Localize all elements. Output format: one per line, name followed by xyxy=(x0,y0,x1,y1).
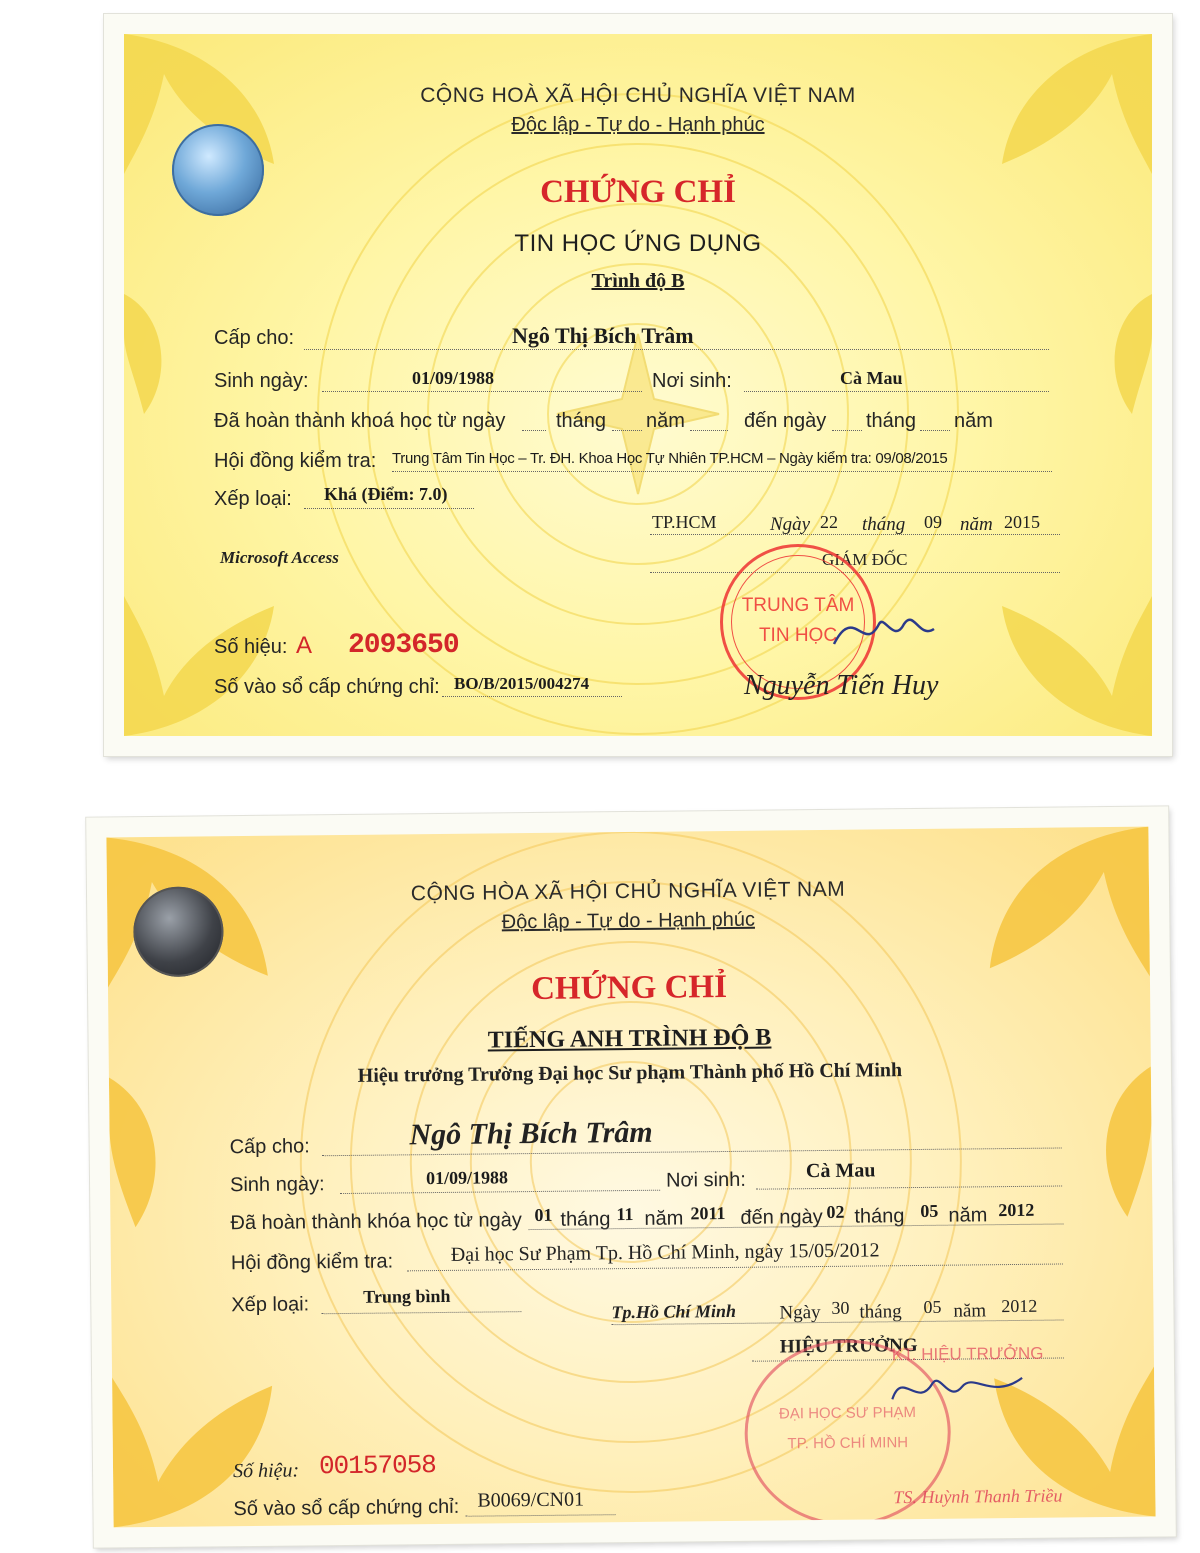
dotted-line xyxy=(304,349,1049,350)
dotted-line xyxy=(442,696,622,697)
dotted-line xyxy=(690,430,728,431)
course-to-label: đến ngày xyxy=(744,410,827,432)
birth-place-label: Nơi sinh: xyxy=(665,1168,746,1192)
national-header: CỘNG HOÀ XÃ HỘI CHỦ NGHĨA VIỆT NAM xyxy=(420,84,856,107)
sign-place: Tp.Hồ Chí Minh xyxy=(611,1300,737,1323)
certificate-heading: CHỨNG CHỈ xyxy=(540,174,736,210)
certificate-title: TIN HỌC ỨNG DỤNG xyxy=(514,230,762,257)
issued-to-label: Cấp cho: xyxy=(229,1135,310,1159)
date-month: 09 xyxy=(924,512,942,532)
from-day: 01 xyxy=(534,1204,553,1226)
course-text: Đã hoàn thành khóa học từ ngày xyxy=(230,1209,522,1235)
birth-place-label: Nơi sinh: xyxy=(652,370,732,392)
course-year2-label: năm xyxy=(948,1204,988,1227)
grade-label: Xếp loại: xyxy=(214,488,292,510)
birth-date: 01/09/1988 xyxy=(412,368,495,388)
signer-name: Nguyễn Tiến Huy xyxy=(744,670,939,701)
exam-board: Đại học Sư Phạm Tp. Hồ Chí Minh, ngày 15/05/2012 xyxy=(450,1239,880,1266)
issuer: Hiệu trưởng Trường Đại học Sư phạm Thành phố Hồ Chí Minh xyxy=(357,1059,903,1087)
date-month-label: tháng xyxy=(859,1301,902,1323)
dotted-line xyxy=(392,471,1052,472)
serial-letter: A xyxy=(296,632,313,659)
register-label: Số vào sổ cấp chứng chỉ: xyxy=(233,1495,460,1521)
dotted-line xyxy=(304,508,474,509)
certificate-title: TIẾNG ANH TRÌNH ĐỘ B xyxy=(487,1024,772,1054)
to-month: 05 xyxy=(920,1200,939,1221)
date-year: 2012 xyxy=(1001,1295,1038,1317)
stamp-line-2: TP. HỒ CHÍ MINH xyxy=(787,1434,909,1453)
birth-date-label: Sinh ngày: xyxy=(214,370,309,392)
holder-name: Ngô Thị Bích Trâm xyxy=(409,1115,653,1152)
stamp-caption: KT. HIỆU TRƯỞNG xyxy=(891,1343,1044,1365)
stamp-line-1: TRUNG TÂM xyxy=(741,595,855,616)
birth-place: Cà Mau xyxy=(840,368,903,388)
signature xyxy=(824,594,944,664)
module-name: Microsoft Access xyxy=(220,548,339,567)
register-number: BO/B/2015/004274 xyxy=(454,674,590,693)
grade: Khá (Điểm: 7.0) xyxy=(324,484,448,504)
to-year: 2012 xyxy=(998,1199,1035,1221)
date-day: 30 xyxy=(831,1297,850,1318)
dotted-line xyxy=(322,391,642,392)
from-year: 2011 xyxy=(690,1203,726,1224)
signature xyxy=(882,1358,1033,1420)
issued-to-label: Cấp cho: xyxy=(214,327,295,349)
serial-number: 2093650 xyxy=(348,630,459,661)
course-month2-label: tháng xyxy=(866,410,917,432)
date-day-label: Ngày xyxy=(770,514,811,535)
dotted-line xyxy=(612,430,642,431)
certificate-english xyxy=(86,806,1176,1547)
national-motto: Độc lập - Tự do - Hạnh phúc xyxy=(511,114,765,136)
dotted-line xyxy=(522,430,546,431)
course-year-label: năm xyxy=(646,410,685,432)
board-label: Hội đồng kiểm tra: xyxy=(230,1250,394,1275)
course-to-label: đến ngày xyxy=(740,1205,823,1229)
course-month-label: tháng xyxy=(560,1208,611,1231)
serial-label: Số hiệu: xyxy=(232,1459,300,1483)
birth-date: 01/09/1988 xyxy=(425,1167,509,1189)
course-year2-label: năm xyxy=(954,410,993,432)
from-month: 11 xyxy=(616,1203,634,1225)
certificate-background xyxy=(106,827,1155,1528)
dotted-line xyxy=(650,534,1060,535)
dotted-line xyxy=(920,430,950,431)
birth-date-label: Sinh ngày: xyxy=(229,1173,325,1197)
course-month-label: tháng xyxy=(556,410,607,432)
signer-name: TS. Huỳnh Thanh Triều xyxy=(893,1485,1063,1508)
signer-title: HIỆU TRƯỞNG xyxy=(779,1335,918,1358)
certificate-informatics xyxy=(104,14,1172,756)
dotted-line xyxy=(832,430,862,431)
birth-place: Cà Mau xyxy=(805,1159,876,1183)
certificate-background xyxy=(124,34,1152,736)
date-year: 2015 xyxy=(1004,512,1040,532)
signer-title: GIÁM ĐỐC xyxy=(822,550,908,569)
serial-number: 00157058 xyxy=(318,1450,436,1482)
grade-label: Xếp loại: xyxy=(231,1293,310,1317)
sign-place: TP.HCM xyxy=(652,512,717,532)
register-number: B0069/CN01 xyxy=(477,1488,585,1512)
date-day-label: Ngày xyxy=(779,1302,821,1324)
to-day: 02 xyxy=(826,1201,845,1222)
serial-label: Số hiệu: xyxy=(214,636,288,658)
grade: Trung bình xyxy=(363,1285,451,1307)
exam-board: Trung Tâm Tin Học – Tr. ĐH. Khoa Học Tự Nhiên TP.HCM – Ngày kiểm tra: 09/08/2015 xyxy=(392,450,948,467)
date-year-label: năm xyxy=(960,514,993,535)
holder-name: Ngô Thị Bích Trâm xyxy=(512,323,694,348)
course-text: Đã hoàn thành khoá học từ ngày xyxy=(214,410,506,432)
course-year-label: năm xyxy=(644,1207,684,1230)
course-month2-label: tháng xyxy=(854,1205,905,1228)
certificate-heading: CHỨNG CHỈ xyxy=(530,968,728,1008)
stamp-line-1: ĐẠI HỌC SƯ PHẠM xyxy=(778,1404,917,1423)
stamp-line-2: TIN HỌC xyxy=(758,625,838,646)
dotted-line xyxy=(744,391,1049,392)
certificate-level: Trình độ B xyxy=(591,270,685,292)
date-month-label: tháng xyxy=(862,514,906,535)
register-label: Số vào sổ cấp chứng chỉ: xyxy=(214,676,440,698)
date-month: 05 xyxy=(923,1296,942,1317)
national-header: CỘNG HÒA XÃ HỘI CHỦ NGHĨA VIỆT NAM xyxy=(410,877,846,906)
board-label: Hội đồng kiểm tra: xyxy=(214,450,377,472)
date-year-label: năm xyxy=(953,1300,987,1322)
national-motto: Độc lập - Tự do - Hạnh phúc xyxy=(501,908,756,934)
date-day: 22 xyxy=(820,512,838,532)
